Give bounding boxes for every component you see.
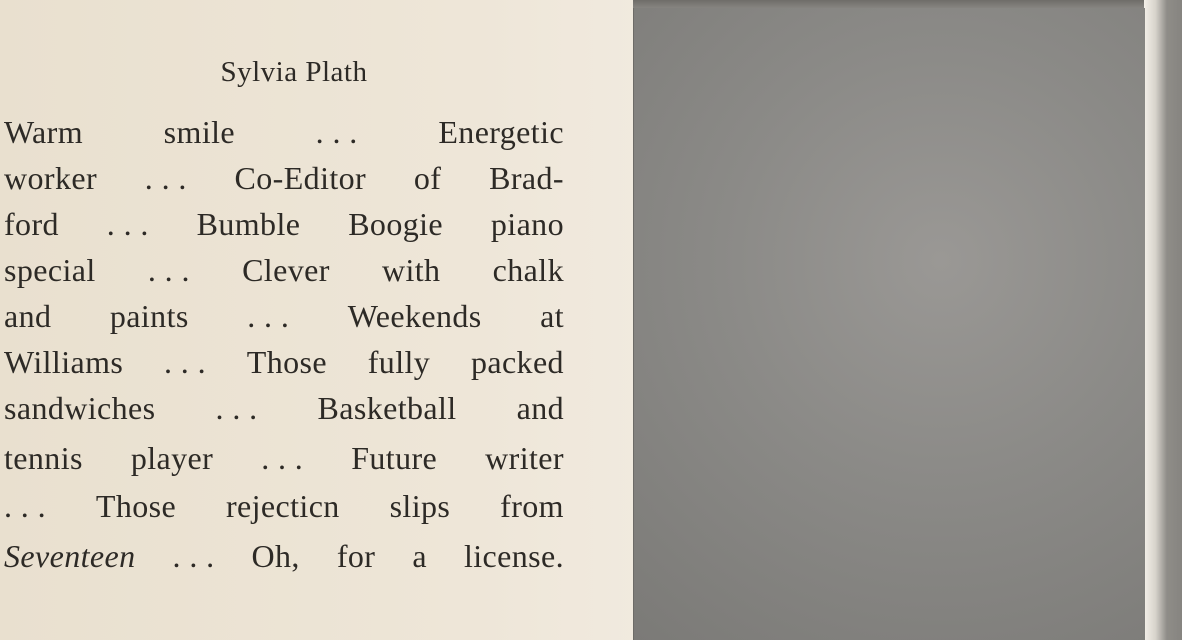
magazine-title: Seventeen	[4, 538, 136, 574]
entry-line-7: sandwiches . . . Basketball and	[4, 390, 564, 426]
entry-line-9: . . . Those rejecticn slips from	[4, 488, 564, 524]
student-name: Sylvia Plath	[220, 56, 368, 88]
entry-line-8: tennis player . . . Future writer	[4, 440, 564, 476]
entry-line-4: special . . . Clever with chalk	[4, 252, 564, 288]
entry-line-2: worker . . . Co-Editor of Brad-	[4, 160, 564, 196]
portrait-photo	[633, 8, 1145, 640]
photo-right-edge	[1144, 0, 1182, 640]
entry-line-1: Warm smile . . . Energetic	[4, 114, 564, 150]
photo-background	[634, 8, 1145, 640]
entry-line-6: Williams . . . Those fully packed	[4, 344, 564, 380]
entry-line-5: and paints . . . Weekends at	[4, 298, 564, 334]
entry-line-3: ford . . . Bumble Boogie piano	[4, 206, 564, 242]
entry-line-10: Seventeen . . . Oh, for a license.	[4, 538, 564, 574]
